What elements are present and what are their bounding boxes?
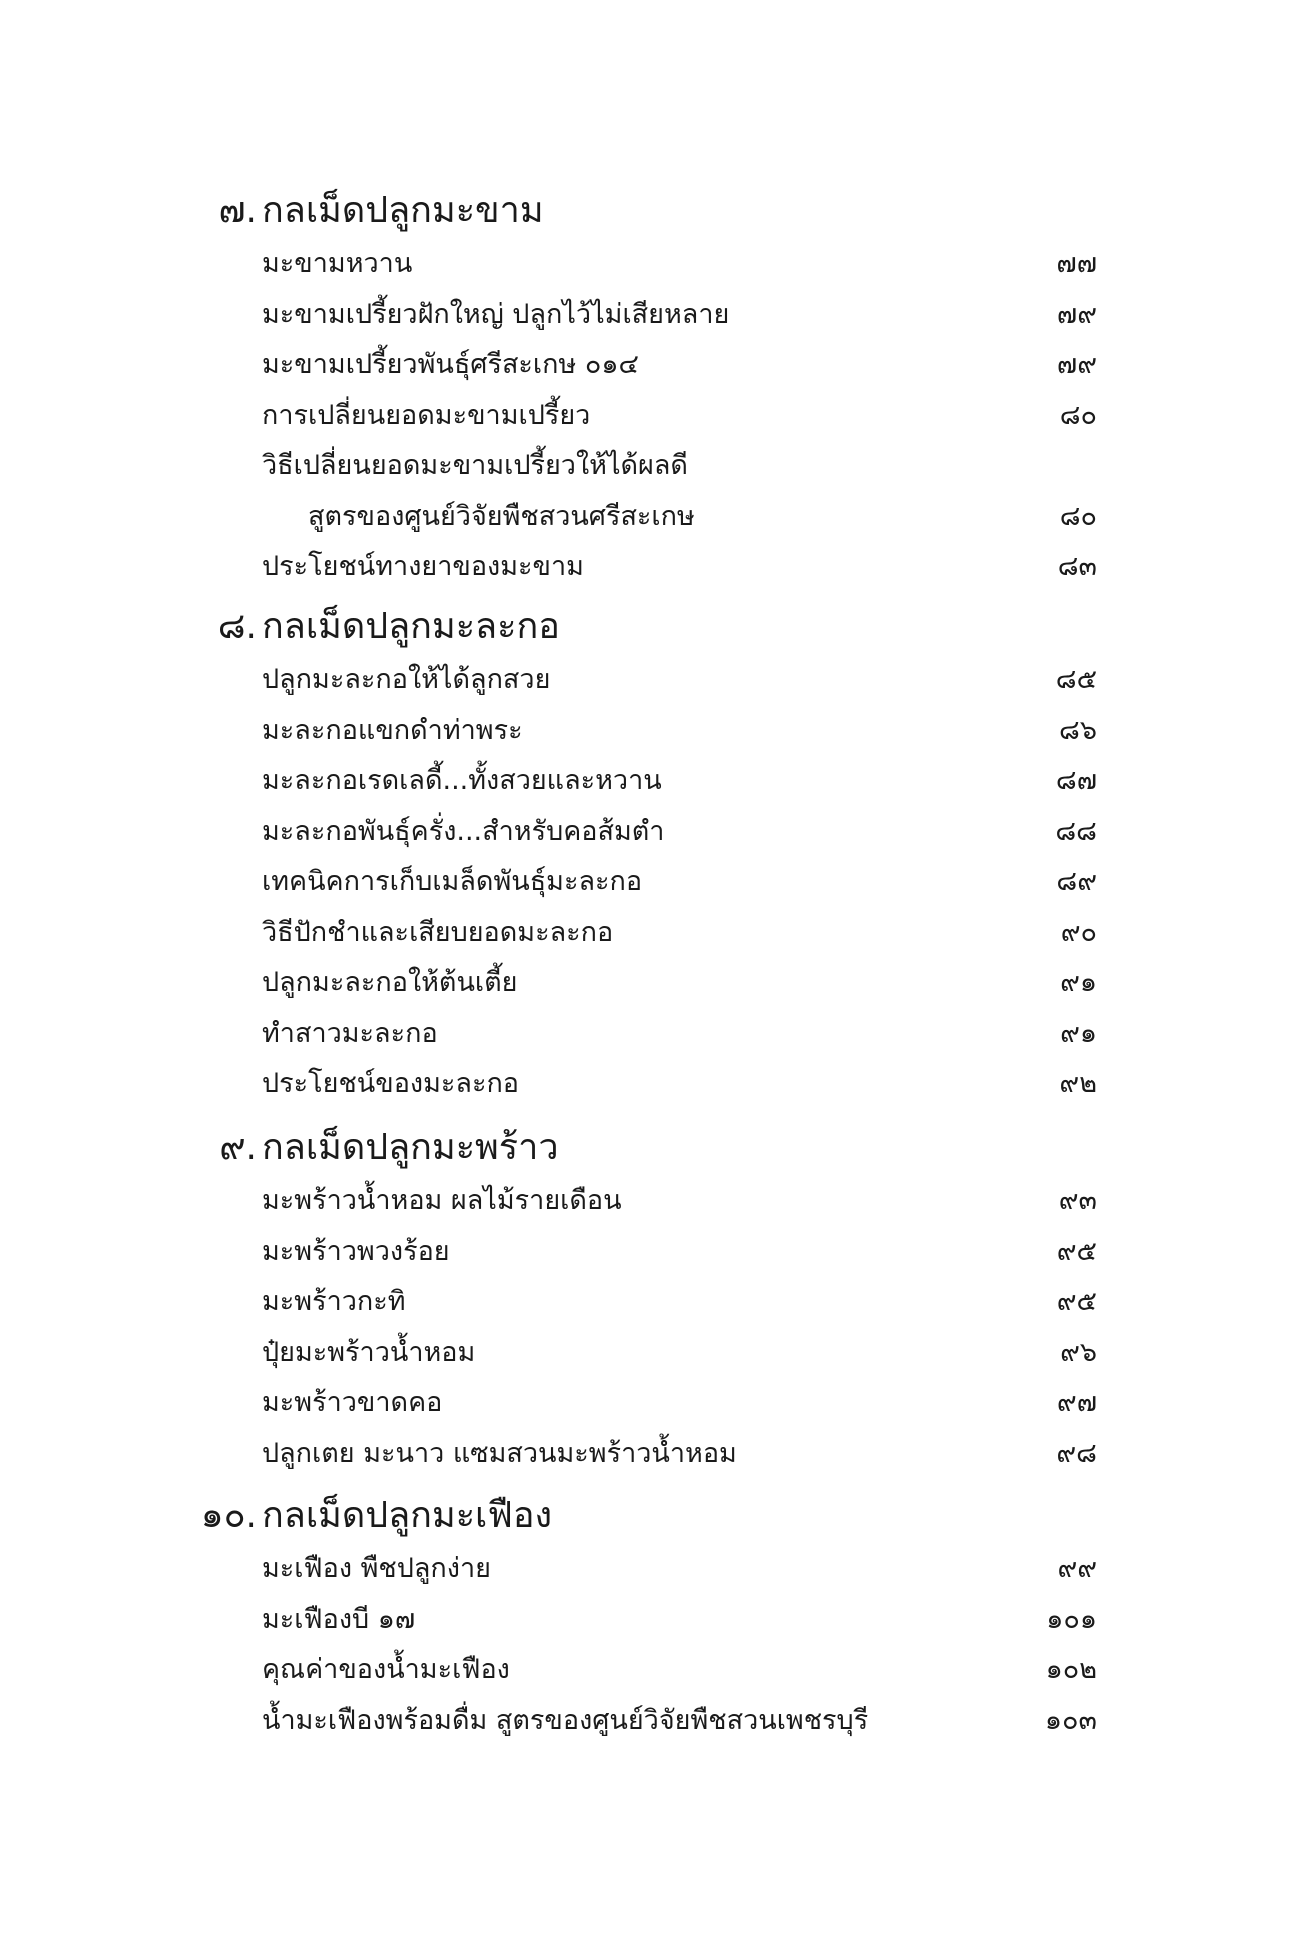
- entry-title: วิธีเปลี่ยนยอดมะขามเปรี้ยวให้ได้ผลดี: [262, 450, 688, 481]
- section-number: ๗.: [218, 190, 257, 231]
- toc-entry: [0, 441, 1307, 492]
- entry-page-number: ๙๕: [1056, 1286, 1097, 1317]
- entry-title: ปลูกมะละกอให้ต้นเตี้ย: [262, 967, 518, 998]
- entry-page-number: ๘๙: [1056, 866, 1097, 897]
- toc-entry: [0, 492, 1307, 543]
- entry-page-number: ๙๓: [1058, 1185, 1097, 1216]
- toc-section: [0, 1488, 1307, 1746]
- entry-page-number: ๙๗: [1056, 1387, 1097, 1418]
- entry-title: การเปลี่ยนยอดมะขามเปรี้ยว: [262, 399, 591, 431]
- toc-entry: [0, 542, 1307, 593]
- entry-page-number: ๘๓: [1057, 551, 1097, 582]
- section-title: กลเม็ดปลูกมะขาม: [262, 190, 544, 231]
- entry-title: คุณค่าของน้ำมะเฟือง: [262, 1654, 510, 1685]
- toc-entry: [0, 958, 1307, 1009]
- entry-title: มะเฟืองบี ๑๗: [262, 1603, 416, 1635]
- section-number: ๘.: [217, 606, 257, 647]
- entry-page-number: ๘๐: [1059, 500, 1097, 532]
- entry-title: ปลูกมะละกอให้ได้ลูกสวย: [262, 664, 551, 695]
- section-number: ๙.: [219, 1127, 257, 1168]
- entry-title: มะขามหวาน: [262, 248, 413, 279]
- entry-page-number: ๗๙: [1056, 298, 1097, 330]
- entry-page-number: ๘๘: [1055, 815, 1097, 847]
- toc-entry: [0, 655, 1307, 706]
- toc-entry: [0, 706, 1307, 757]
- entry-page-number: ๗๗: [1056, 248, 1097, 279]
- toc-entry: [0, 1696, 1307, 1747]
- section-heading: [0, 599, 1307, 655]
- section-heading: [0, 1120, 1307, 1176]
- section-heading: [0, 183, 1307, 239]
- entry-title: ทำสาวมะละกอ: [262, 1017, 438, 1049]
- entry-title: มะพร้าวน้ำหอม ผลไม้รายเดือน: [262, 1185, 622, 1216]
- toc-entry: [0, 1378, 1307, 1429]
- toc-section: [0, 1120, 1307, 1479]
- toc-entry: [0, 1544, 1307, 1595]
- toc-entry: [0, 1595, 1307, 1646]
- entry-title: มะละกอเรดเลดี้...ทั้งสวยและหวาน: [262, 765, 662, 796]
- toc-entry: [0, 290, 1307, 341]
- entry-title: มะขามเปรี้ยวฝักใหญ่ ปลูกไว้ไม่เสียหลาย: [262, 298, 730, 330]
- entry-page-number: ๙๖: [1060, 1336, 1097, 1368]
- entry-page-number: ๘๐: [1059, 399, 1097, 431]
- entry-page-number: ๙๘: [1056, 1437, 1097, 1469]
- entry-page-number: ๙๐: [1060, 916, 1097, 948]
- entry-title: มะละกอพันธุ์ครั่ง...สำหรับคอส้มตำ: [262, 815, 665, 847]
- toc-entry: [0, 340, 1307, 391]
- entry-title: น้ำมะเฟืองพร้อมดื่ม สูตรของศูนย์วิจัยพืชสวนเพชรบุรี: [262, 1704, 869, 1736]
- toc-entry: [0, 1645, 1307, 1696]
- toc-section: [0, 183, 1307, 593]
- entry-title: มะพร้าวกะทิ: [262, 1286, 406, 1317]
- toc-entry: [0, 1009, 1307, 1060]
- section-title: กลเม็ดปลูกมะเฟือง: [262, 1495, 553, 1536]
- toc-entry: [0, 1429, 1307, 1480]
- entry-title: ประโยชน์ทางยาของมะขาม: [262, 551, 584, 582]
- section-number: ๑๐.: [200, 1495, 257, 1536]
- entry-page-number: ๑๐๓: [1044, 1704, 1097, 1736]
- toc-section: [0, 599, 1307, 1110]
- toc-entry: [0, 756, 1307, 807]
- toc-entry: [0, 391, 1307, 442]
- entry-page-number: ๑๐๑: [1046, 1603, 1097, 1635]
- entry-page-number: ๙๕: [1056, 1235, 1097, 1267]
- toc-entry: [0, 1059, 1307, 1110]
- entry-page-number: ๗๙: [1056, 349, 1097, 380]
- entry-title: วิธีปักชำและเสียบยอดมะละกอ: [262, 916, 614, 948]
- section-heading: [0, 1488, 1307, 1544]
- entry-title: มะพร้าวพวงร้อย: [262, 1235, 450, 1267]
- entry-title: เทคนิคการเก็บเมล็ดพันธุ์มะละกอ: [262, 866, 643, 897]
- entry-page-number: ๘๖: [1059, 714, 1097, 746]
- toc-entry: [0, 1328, 1307, 1379]
- entry-title: มะละกอแขกดำท่าพระ: [262, 714, 523, 746]
- toc-entry: [0, 807, 1307, 858]
- entry-page-number: ๙๑: [1060, 1017, 1097, 1049]
- toc-entry: [0, 239, 1307, 290]
- section-title: กลเม็ดปลูกมะพร้าว: [262, 1127, 559, 1168]
- entry-title: มะขามเปรี้ยวพันธุ์ศรีสะเกษ ๐๑๔: [262, 349, 639, 380]
- toc-entry: [0, 1277, 1307, 1328]
- entry-title: มะพร้าวขาดคอ: [262, 1387, 443, 1418]
- entry-title: มะเฟือง พืชปลูกง่าย: [262, 1553, 491, 1584]
- entry-page-number: ๙๙: [1057, 1553, 1097, 1584]
- entry-page-number: ๘๗: [1055, 765, 1097, 796]
- entry-page-number: ๙๒: [1059, 1068, 1097, 1099]
- toc-entry: [0, 1176, 1307, 1227]
- toc-entry: [0, 857, 1307, 908]
- entry-title: ปุ๋ยมะพร้าวน้ำหอม: [262, 1336, 476, 1368]
- entry-title: สูตรของศูนย์วิจัยพืชสวนศรีสะเกษ: [308, 500, 695, 532]
- toc-entry: [0, 908, 1307, 959]
- entry-title: ประโยชน์ของมะละกอ: [262, 1068, 520, 1099]
- entry-title: ปลูกเตย มะนาว แซมสวนมะพร้าวน้ำหอม: [262, 1437, 737, 1469]
- entry-page-number: ๘๕: [1055, 664, 1097, 695]
- entry-page-number: ๙๑: [1060, 967, 1097, 998]
- section-title: กลเม็ดปลูกมะละกอ: [262, 606, 560, 647]
- entry-page-number: ๑๐๒: [1045, 1654, 1097, 1685]
- toc-entry: [0, 1227, 1307, 1278]
